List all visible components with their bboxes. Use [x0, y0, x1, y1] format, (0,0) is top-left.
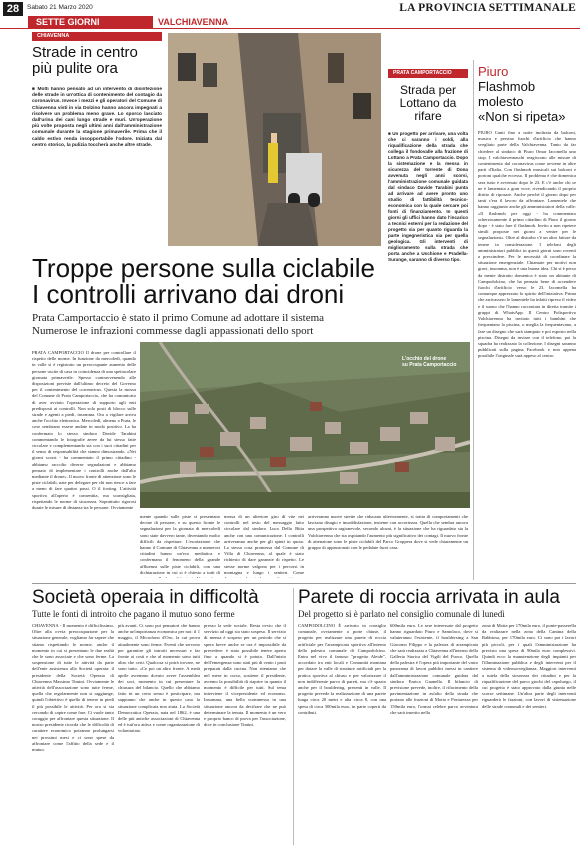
societa-body-col-3: presso la sede sociale. Resta ovvio che il servizio ad oggi sia stato sospeso. Il servizio di mensa è sospeso per un periodo che si spera breve anche se ora è impossibile da prevedere: è stato possibile tenere aperto fino a quando si è potuto. Dall'inizio dell'emergenza sono stati più di cento i pasti preparati dalla cucina. Non riteniamo che nel mese in corso, sostiene il presidente, avremo la possibilità di riaprire in quanto il momento è difficile per tutti. Sul tema interviene il vicepresidente ed economo. Insomma, una bella scommessa in una situazione ancora da decifrare che ne può determinare la tenuta. Il momento è un vero e proprio banco di prova per l'associazione, dice in conclusione Timini. — [204, 623, 286, 728]
parete-body-col-2: 600mila euro. Le sere interessate dal progetto hanno riguardato Piuro e Samolaco, dove si valuteranno l'esistente, il boulderxing a San Giacomo Filippo e la palestra di arrampicata che sarà realizzata a Chiavenna all'interno della Galleria Storica del Vigili del Fuoco. Quella della palestra è l'opera più importante del vasto panorama di lavori pubblici messi in cantiere dall'amministrazione comunale guidata dal sindaco Enrica Guanella. Il bilancio di previsione prevede, inoltre, il rifacimento della pavimentazione in asfalto della strada che portano alle frazioni di Motta e Portarezza per 150mila euro, l'ormai celebre parco avventura che sarà inserito nella — [390, 623, 478, 715]
issue-date: Sabato 21 Marzo 2020 — [27, 4, 93, 11]
column-rule — [473, 60, 474, 580]
section-rule — [32, 583, 576, 584]
masthead: LA PROVINCIA SETTIMANALE — [399, 2, 576, 14]
main-body-col-2: mente quando sulle piste si presentano decine di persone, e su questo fronte le segnalazioni per la giornata di mercoledì sono state davvero tante, diventando molto difficili da rispettare. L'esortazione che hanno il Comune di Chiavenna a numerosi cittadini hanno un'eco mediatica e confermano il fenomeno della grande affluenza sulle piste ciclabili, con una dichiarazione in cui si è chiesto a tutti di — [140, 514, 220, 575]
story-tag: CHIAVENNA — [32, 32, 162, 41]
story-headline-parete: Parete di roccia arrivata in aula — [298, 587, 560, 608]
subsection-label: VALCHIAVENNA — [158, 17, 229, 27]
story-subhead-3: «Non si ripeta» — [478, 109, 566, 124]
story-lead: ■ Un progetto per arrivare, una volta che ci saranno i soldi, alla riqualificazione della strada che collega il fondovalle alla frazione di Lottano a Prata Camportaccio. Dopo la sistemazione e la messa in sicurezza del torrente di Dona avvenuta negli anni scorsi, l'amministrazione comunale guidata dal sindaco Davide Tarabini punta ad arrivare ad avere pronto uno studio di fattibilità tecnico-economica con la quale cercare poi fonti di finanziamento. In questi giorni gli uffici hanno dato l'incarico a tecnici esterni per la redazione del progetto sia per quanto riguarda la parte ingegneristica sia per quella geologica. Gli interventi di miglioramento sulla strada che porta anche a Uschione e Pradella-Surange, saranno di diverso tipo. — [388, 131, 468, 262]
column-rule — [293, 588, 294, 845]
story-strade-centro — [32, 32, 162, 247]
header-rule — [0, 28, 580, 29]
section-label: SETTE GIORNI — [28, 16, 153, 28]
story-headline: Strada per Lottano da rifare — [399, 83, 457, 123]
page-header — [0, 0, 580, 28]
story-tag: PRATA CAMPORTACCIO — [388, 69, 468, 78]
main-body-col-1: PRATA CAMPORTACCIO Il drone per controllare il rispetto delle norme. In funzione da mercoledì, quando in valle si è registrato un preoccupante aumento delle persone uscite di casa in coincidenza di una spettacolare giornata primaverile. Spesso contravvenendo alle disposizioni previste dall'ultimo decreto del Governo per il contenimento del coronavirus. Questa la mossa del Comune di Prata Camportaccio, che ha comunicato di aver avviato l'operazione di supporto agli enti predisposti ai controlli. Non solo posti di blocco sulle strade e agenti a piedi, insomma. Ora a vigilare arriva anche l'occhio elettronico. Mercoledì, almeno a Prata, le cose sembrano essere andate in modo positivo. La ha confermato lo stesso sindaco Davide Tarabini commentando le fotografie aeree da lui stesso fatte circolare e complementando sia con i suoi cittadini per il senso di responsabilità che stanno dimostrando. «Nei giorni scorsi - ha commentato il primo cittadino - abbiamo raccolto diverse segnalazioni e abbiamo pensato di implementare i controlli anche dall'alto mediante il drone». Il nuovo fronte di attenzione sono le piste ciclabili, nate per delegare per chi non riesce a fare a meno di fare quattro passi. O il footing. L'attività sportiva all'aperto è consentita, ma sconsigliata, rispettando le norme di sicurezza. Soprattutto rigorosi durate le misure di distanza tra le persone. Ovviamente — [32, 350, 136, 511]
main-subtitle-1: Prata Camportaccio è stato il primo Comune ad adottare il sistema — [32, 312, 325, 324]
street-cleaning-photo — [168, 33, 381, 246]
story-piuro-flashmob — [478, 64, 576, 584]
story-headline: Strade in centro più pulite ora — [32, 44, 138, 77]
story-lead: ■ Molti hanno pensato ad un intervento di disinfezione delle strade in un'ottica di contenimento del contagio da coronavirus. Invece i mezzi e gli operatori del Comune di Chiavenna visti in via Dolzino hanno ancora impegnati a risolvere un problema meno grave. Lo sporco lasciato dall'urina dei cani lungo strade e muri. Un'operazione più volte proposta negli ultimi anni dall'amministrazione comunale durante la stagione primaverile. Prima che il caldo estivo renda insopportabile l'odore. Iniziata dal centro storico, la pulizia toccherà anche altre strade. — [32, 87, 162, 148]
main-subtitle-2: Numerose le infrazioni commesse dagli appassionati dello sport — [32, 325, 314, 337]
main-body-col-4: arriveranno nuove strette che riducano ulteriormente, si tratta di comportamenti che lasciano disagio e insoddisfazione, insieme con accortezza. Quella che sembra ancora una prospettiva ragionevole, secondo alcuni, è la situazione che ha riguardato sia la Valchiavenna che sta ospitando l'aumento più significativo dei contagi. Il nuovo fronte di attenzione sono le piste ciclabili del Parco Groppera dove si vede chiaramente un gruppo di appassionati con le pedalate fuori casa. — [308, 514, 468, 551]
main-headline-2: I controlli arrivano dai droni — [32, 279, 345, 309]
story-body: PIURO Canti fino a notte inoltrata da balconi, musica e persino fuochi d'artificio che hanno svegliato parte della Valchiavenna. Tanto da far chiedere al sindaco di Piuro Omar Iacomella uno stop. I valchiavennaschi reagiscono alle misure di contenimento dal coronavirus come avviene in altre parti d'Italia. Con flashmob musicali sui balconi e portoni qualche eccesso. Il problema è che domenica sera tutto è avvenuto dopo le 23. E c'è anche chi se ne è lamentata a gran voce, rivendicando il proprio diritto di riposare. Anche perché il giorno dopo per tanti c'era il lavoro da affrontare. Lamentele che hanno raggiunto anche gli amministratori della valle: «Il flashmob per oggi - ha commentato scherzosamente il primo cittadino di Piuro il giorno dopo - è stato fare il flashmob. Invito a non ripetere simili proposte nei giorni a venire per le segnalazioni». Oltre al disturbo c'è un altro fattore da tenere in considerazione. I telefoni degli amministratori pubblici in questi giorni sono roventi a prescindere. Per le necessità di coordinare la situazione emergenziale. Chiamate per motivi non gravi, insomma, non è una buona idea. Chi si è perso da mente distratto domenica è stato un abitante di Campodolcino, che ha pensato bene di accendere fuochi d'artificio verso le 23. Iacomella ha comunque apprezzato lo spirito dell'iniziativa. Prima che arrivassero le lamentele ha infatti ripreso il video e il suono che l'hanno raccontata in diretta tramite i gruppi di WhatsApp. Il Centro Polisportivo Valchiavenna ha invitato tutti i bambini che frequentano la piscina, o meglia la frequentavano, a fare un disegno che sarà stampato e poi esposto nella piscina. Disegni da inviare con il telefono, poi la squadra ha realizzato la collezione. I disegni saranno pubblicati sulla pagina Facebook e non appena possibile l'originale sarà appeso al centro. — [478, 130, 576, 359]
main-body-col-3: messa di un ulteriore giro di vite nei controlli nel testo del messaggio fatto circolare dal sindaco Luca Della Bitta anche con una comunicazione. I controlli arriveranno anche per gli spinti in quota. La stessa cosa promessa dal Comune di Villa di Chiavenna, al quale è stato richiesto di dare garanzie di rispetto. Le stesse norme valgono per i percorsi in montagna e lungo i sentieri. Come — [224, 514, 304, 575]
parete-body-col-1: CAMPODOLCINO È arrivato in consiglio comunale, ovviamente a porte chiuse, il progetto per realizzare una parete di roccia artificiale per l'arrampicata sportiva all'interno della palestra comunale di Campodolcino. Entra nel vivo il famoso "progetto Aleide", accordato tra enti locali e Comunità montana per dotare la valle di strutture artificiali per la pratica sportiva al chiuso e per valorizzare il non indifferente parco di pareti, ma c'è spazio anche per il bouldering, presenti in valle. Il progetto prevede la realizzazione di una parete lunga circa 20 metri e alta circa 8, con una spesa di circa 300mila euro, in parte coperti da contributi. — [298, 623, 386, 715]
story-subhead-2: molesto — [478, 94, 524, 109]
story-headline-societa: Società operaia in difficoltà — [32, 587, 259, 608]
story-subtitle-societa: Tutte le fonti di introito che pagano il mutuo sono ferme — [32, 609, 235, 619]
photo-caption-2: su Prata Camportaccio — [402, 362, 457, 368]
photo-caption-1: L'occhio del drone — [402, 356, 447, 362]
main-headline-1: Troppe persone sulla ciclabile — [32, 253, 376, 283]
story-subhead-1: Flashmob — [478, 79, 536, 94]
drone-aerial-photo — [140, 342, 470, 508]
story-headline: Piuro — [478, 64, 509, 79]
societa-body-col-2: più avanti. Ci sono poi pensatori che hanno anche un'importanza economica per noi: il 1 maggio, il Microfono d'Oro, la cui prova attualmente sono ferme. Eventi che servono per garantire gli introiti necessari e far fronte ai costi e che al momento sono tutti altro che certi. Qualcosa si potrà trovare, ne sono tutto. «Ce poi un altro fronte. A metà aprile avremmo dovuto avere l'assemblea dei soci, momento in cui presentare la chiusura del bilancio. Quello che abbiamo fatto in un certo senso è posticipare, ma sappiamo che anche in questo caso la situazione complicata non aiuta. La Società Democratica Operaia, nata nel 1862, è una delle più antiche associazioni di Chiavenna ed è tutt'ora attiva e come organizzazione di volontariato. — [118, 623, 200, 734]
parete-body-col-3: zona di Motta per 170mila euro, il ponte-passerella da realizzare nella zona della Cantina della Rabbiosa, per 170mila euro. Ci sono poi i lavori più piccoli, per i quali l'amministrazione ha previsto una spesa di 90mila euro complessivi. Quindi ecco la manutenzione degli impianti per l'illuminazione pubblica e degli interventi per il sistema di videosorveglianza. Maggiori interventi a tutela della sicurezza dei cittadini e per la riqualificazione del parco giochi del capoluogo, il cui progetto è stato approvato dalla giunta nelle scorse settimane. Un'altra parte degli interventi riguarderà le frazioni, con lavori di sistemazione delle strade comunali e dei sentieri. — [482, 623, 576, 709]
story-subtitle-parete: Del progetto si è parlato nel consiglio comunale di lunedì — [298, 609, 505, 619]
societa-body-col-1: CHIAVENNA - Il momento è difficilissimo. Oltre alla ovvia preoccupazione per la situazione generale, vogliamo far sapere che stiamo rispettando le norme, anche il momento in cui si presentano le due realtà che le sono associate e che sono ferme. La sospensione di tutte le attività da parte dell'ente assistenza alla Società operaia: il presidente della Società Operaia di Chiavenna Massimo Timini. Ovviamente le attività dell'associazione sono tutte ferme, quella che regolarmente non si raggiunge, quindi l'obiettivo è quello di tenere in piedi il più possibile le attività. Per ora si sta cercando di capire come fare. Ci vuole tanto coraggio per affrontare questa situazione. Il nostro presidente ricorda che le difficoltà di carattere economico potranno prolungarsi nei prossimi mesi e ci sono spese da affrontare come l'affitto della sede e il mutuo. — [32, 623, 114, 753]
page-number: 28 — [3, 2, 23, 16]
